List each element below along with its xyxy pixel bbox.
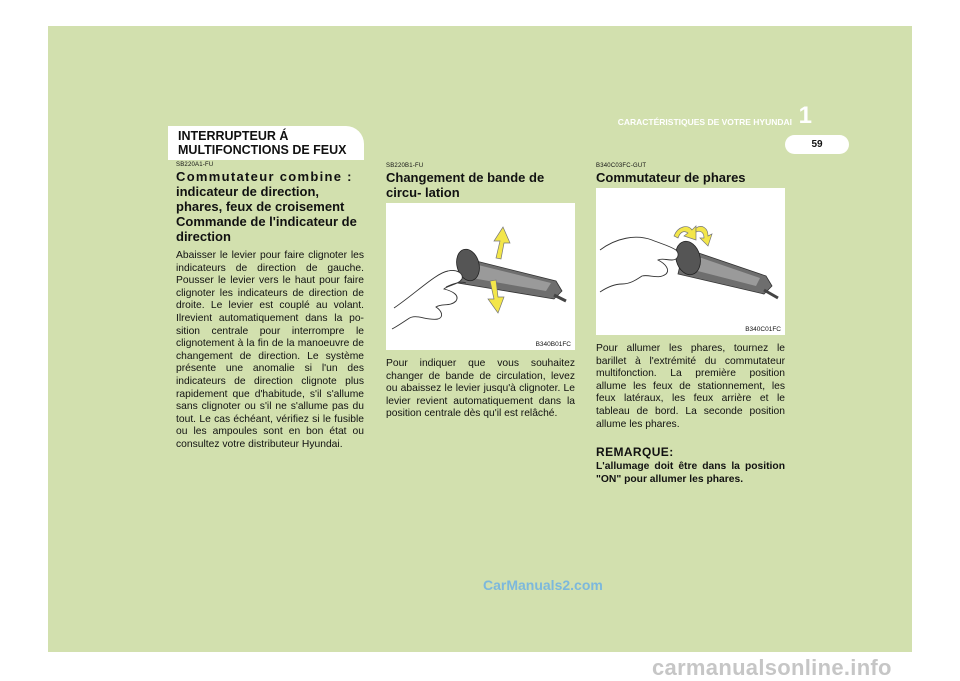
section-title [178,129,364,157]
chapter-title: CARACTÉRISTIQUES DE VOTRE HYUNDAI [617,117,792,127]
watermark-carmanualsonline[interactable]: carmanualsonline.info [652,655,892,680]
page-number: 59 [785,135,849,154]
remark-title: REMARQUE: [596,445,674,460]
section-title-line1: INTERRUPTEUR Á [178,129,289,143]
headlight-switch-illustration [596,188,785,335]
figure-code: B340B01FC [535,341,571,348]
headlight-switch-body: Pour allumer les phares, tournez le barillet à l'extrémité du commutateur multifonction. La première position allume les feux de stationnement, les feux latéraux, les feux arrière et le tableau de bord. La seconde position allume les phares. [596,343,785,430]
lane-change-illustration [386,203,575,350]
section-code: B340C03FC-GUT [596,163,647,169]
column-turn-signal [176,162,364,452]
section-code: SB220A1-FU [176,162,214,168]
lane-change-body: Pour indiquer que vous souhaitez changer de bande de circulation, levez ou abaissez le levier jusqu'à clignoter. Le levier revient automatiquement dans la position centrale dès qu'il est relâché. [386,358,575,420]
section-title-line2: MULTIFONCTIONS DE FEUX [178,143,347,157]
section-code: SB220B1-FU [386,163,424,169]
figure-code: B340C01FC [745,326,781,333]
column-headlight-switch [596,163,785,486]
heading-combination-switch: Commutateur combine : [176,169,353,184]
watermark-carmanuals2[interactable]: CarManuals2.com [483,577,603,593]
chapter-number: 1 [798,102,812,129]
heading-headlight-switch: Commutateur de phares [596,170,746,185]
remark-body: L'allumage doit être dans la position "ON" pour allumer les phares. [596,461,785,485]
column-lane-change [386,163,575,421]
heading-turn-signal: indicateur de direction, phares, feux de croisement Commande de l'indicateur de direction [176,184,357,244]
heading-lane-change: Changement de bande de circu- lation [386,170,545,200]
turn-signal-body: Abaisser le levier pour faire clignoter les indicateurs de direction de gauche. Pousser le levier vers le haut pour faire clignoter les indicateurs de direction de droite. Le levier est couplé au volant. Ilrevient automatiquement dans la po- sition centrale pour interrompre le clignotement à la fin de la manoeuvre de changement de direction. Le système présente une anomalie si l'un des indicateurs de direction clignote plus rapidement que d'habitude, s'il s'allume sans clignoter ou s'il ne s'allume pas du tout. Le cas échéant, vérifiez si le fusible ou les ampoules sont en bon état ou consultez votre distributeur Hyundai. [176,250,364,450]
